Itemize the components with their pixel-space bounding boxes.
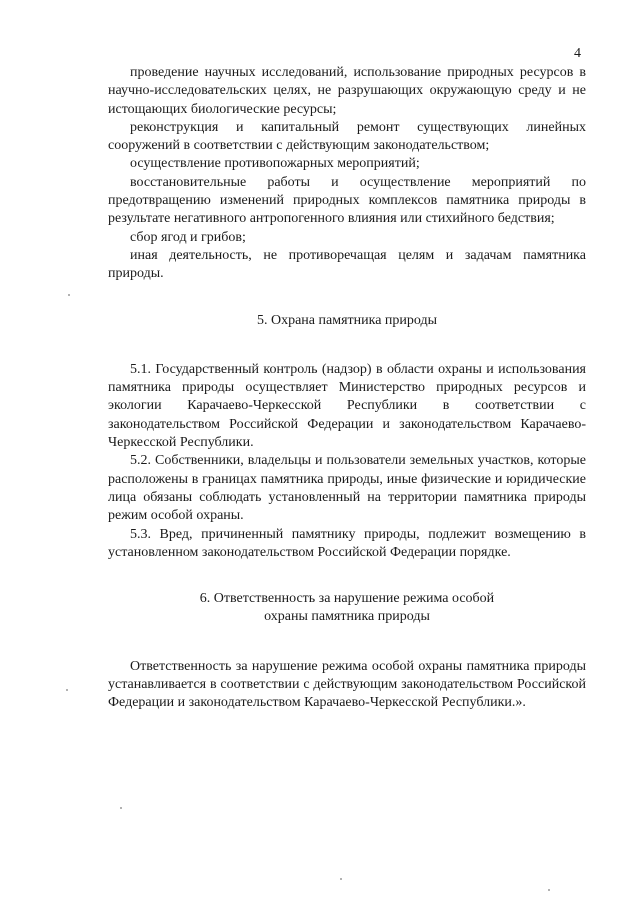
list-item-restoration: восстановительные работы и осуществление мероприятий по предотвращению изменений природных комплексов памятника природы в результате негативного антропогенного влияния или стихийного бедствия; — [108, 174, 586, 227]
section-6-heading-line-1: 6. Ответственность за нарушение режима особой — [199, 591, 495, 607]
list-item-other-activity: иная деятельность, не противоречащая целям и задачам памятника природы. — [108, 247, 586, 282]
list-item-berries-mushrooms: сбор ягод и грибов; — [130, 229, 246, 245]
section-6-heading-line-2: охраны памятника природы — [264, 609, 430, 625]
scan-speck — [548, 889, 550, 891]
section-5-paragraph-2: 5.2. Собственники, владельцы и пользователи земельных участков, которые расположены в границах памятника природы, иные физические и юридические лица обязаны соблюдать установленный на территории памятника природы режим особой охраны. — [108, 453, 586, 524]
scan-speck — [68, 294, 70, 296]
section-5-paragraph-3: 5.3. Вред, причиненный памятнику природы, подлежит возмещению в установленном законодательством Российской Федерации порядке. — [108, 526, 586, 560]
page-number: 4 — [574, 46, 581, 61]
list-item-research: проведение научных исследований, использование природных ресурсов в научно-исследовательских целях, не разрушающих окружающую среду и не истощающих биологические ресурсы; — [108, 65, 586, 117]
scan-speck — [120, 807, 122, 809]
section-5-heading: 5. Охрана памятника природы — [256, 312, 438, 328]
section-6-heading — [108, 590, 586, 627]
scan-speck — [66, 689, 68, 691]
list-item-reconstruction: реконструкция и капитальный ремонт существующих линейных сооружений в соответствии с действующим законодательством; — [108, 119, 586, 154]
section-6-paragraph: Ответственность за нарушение режима особой охраны памятника природы устанавливается в соответствии с действующим законодательством Российской Федерации и законодательством Карачаево-Черкесской Республики.». — [108, 658, 586, 711]
list-item-fire-prevention: осуществление противопожарных мероприятий; — [130, 156, 420, 172]
scan-speck — [340, 878, 342, 880]
document-body — [108, 64, 586, 713]
section-5-paragraph-1: 5.1. Государственный контроль (надзор) в области охраны и использования памятника природы осуществляет Министерство природных ресурсов и экологии Карачаево-Черкесской Республики в соответствии с законодательством Российской Федерации и законодательством Карачаево-Черкесской Республики. — [108, 361, 586, 451]
